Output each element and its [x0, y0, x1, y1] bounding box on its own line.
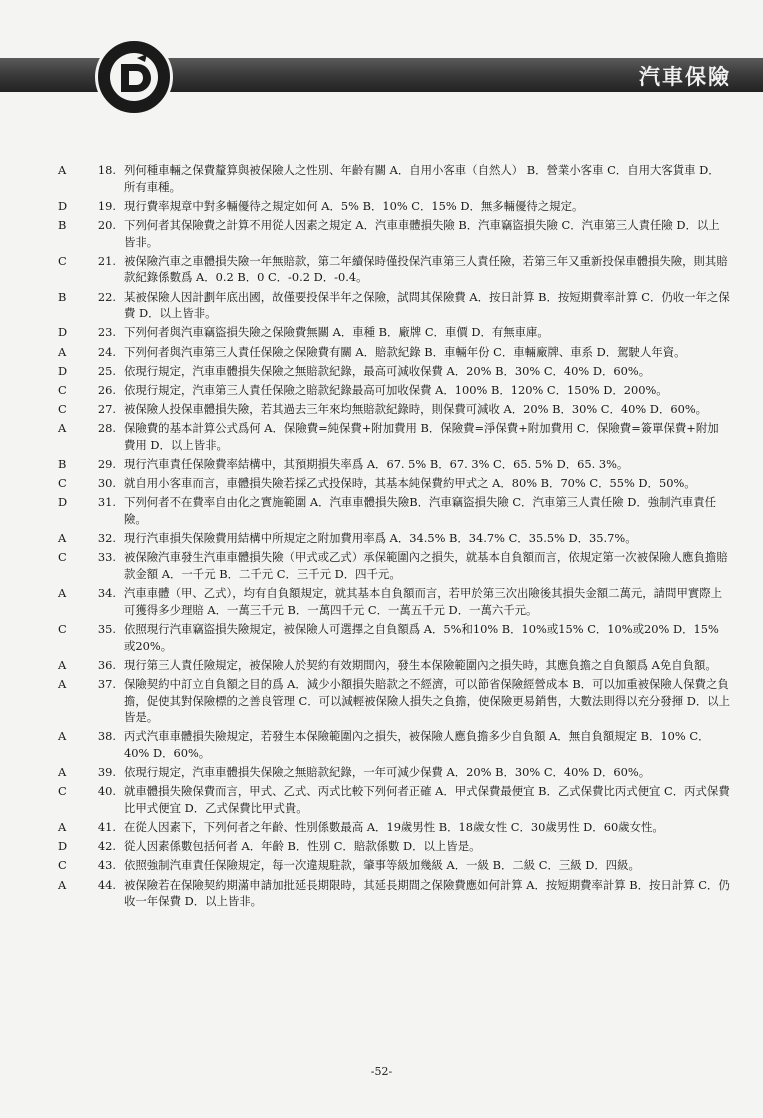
question-text: 依現行規定，汽車車體損失保險之無賠款紀錄，一年可減少保費 A．20% B．30% C．40% D．60%。 — [124, 765, 651, 780]
question-number: 40. — [97, 784, 116, 799]
question-number: 39. — [97, 765, 116, 780]
answer-key: D — [58, 198, 68, 213]
answer-key: A — [58, 877, 67, 892]
answer-key: A — [58, 163, 67, 177]
answer-key: C — [58, 550, 67, 565]
question-text: 下列何者不在費率自由化之實施範圍 A．汽車車體損失險B．汽車竊盜損失險 C．汽車第三人責任險 D．強制汽車責任險。 — [124, 495, 717, 526]
question-item — [50, 456, 730, 473]
answer-key: A — [58, 729, 67, 744]
question-number: 36. — [97, 657, 116, 672]
question-item — [50, 289, 730, 322]
question-text: 下列何者其保險費之計算不用從人因素之規定 A．汽車車體損失險 B．汽車竊盜損失險 C．汽車第三人責任險 D．以上皆非。 — [124, 217, 720, 249]
question-text: 下列何者與汽車竊盜損失險之保險費無關 A．車種 B．廠牌 C．車價 D．有無車庫。 — [124, 325, 549, 340]
question-item — [50, 198, 730, 215]
question-number: 24. — [97, 344, 116, 359]
question-text: 被保險人投保車體損失險，若其過去三年來均無賠款紀錄時，則保費可減收 A．20% B．30% C．40% D．60%。 — [124, 402, 708, 417]
question-item — [50, 382, 730, 399]
question-number: 31. — [97, 495, 116, 510]
answer-key: C — [58, 858, 67, 873]
question-item — [50, 657, 730, 674]
question-text: 依現行規定，汽車第三人責任保險之賠款紀錄最高可加收保費 A．100% B．120% C．150% D．200%。 — [124, 382, 668, 397]
question-item — [50, 783, 730, 816]
answer-key: B — [58, 217, 67, 232]
answer-key: C — [58, 253, 67, 268]
answer-key: B — [58, 457, 67, 472]
question-number: 30. — [97, 476, 116, 491]
question-item — [50, 857, 730, 874]
question-text: 保險費的基本計算公式爲何 A．保險費=純保費+附加費用 B．保險費=淨保費+附加費用 C．保險費=簽單保費+附加費用 D．以上皆非。 — [124, 421, 719, 452]
question-text: 被保險汽車發生汽車車體損失險（甲式或乙式）承保範圍內之損失，就基本自負額而言，依規定第一次被保險人應負擔賠款金額 A．一千元 B．二千元 C．三千元 D．四千元。 — [124, 550, 728, 581]
question-item — [50, 475, 730, 492]
question-number: 23. — [97, 325, 116, 340]
question-number: 38. — [97, 729, 116, 744]
answer-key: C — [58, 402, 67, 417]
question-number: 18. — [97, 163, 116, 177]
question-number: 21. — [97, 253, 116, 268]
question-number: 43. — [97, 858, 116, 873]
question-number: 34. — [97, 586, 116, 601]
question-text: 在從人因素下，下列何者之年齡、性別係數最高 A．19歲男性 B．18歲女性 C．30歲男性 D．60歲女性。 — [124, 820, 664, 835]
answer-key: D — [58, 839, 68, 854]
question-text: 就自用小客車而言，車體損失險若採乙式投保時，其基本純保費約甲式之 A．80% B．70% C．55% D．50%。 — [124, 476, 696, 491]
question-item — [50, 549, 730, 582]
answer-key: D — [58, 363, 68, 378]
question-item — [50, 838, 730, 855]
answer-key: A — [58, 657, 67, 672]
question-text: 依照現行汽車竊盜損失險規定，被保險人可選擇之自負額爲 A．5%和10% B．10%或15% C．10%或20% D．15%或20%。 — [124, 621, 719, 653]
question-text: 現行第三人責任險規定，被保險人於契約有效期間內，發生本保險範圍內之損失時，其應負擔之自負額爲 A免自負額。 — [124, 657, 717, 672]
question-item — [50, 344, 730, 361]
answer-key: B — [58, 289, 67, 304]
question-number: 44. — [97, 877, 116, 892]
answer-key: A — [58, 421, 67, 436]
question-number: 35. — [97, 621, 116, 636]
question-item — [50, 324, 730, 341]
question-number: 28. — [97, 421, 116, 436]
question-text: 被保險若在保險契約期滿申請加批延長期限時，其延長期間之保險費應如何計算 A．按短期費率計算 B．按日計算 C．仍收一年保費 D．以上皆非。 — [124, 877, 730, 909]
question-number: 42. — [97, 839, 116, 854]
publisher-logo-icon — [95, 38, 173, 116]
question-number: 41. — [97, 820, 116, 835]
answer-key: C — [58, 621, 67, 636]
question-number: 19. — [97, 198, 116, 213]
question-number: 32. — [97, 531, 116, 546]
question-item — [50, 728, 730, 761]
question-text: 依現行規定，汽車車體損失保險之無賠款紀錄，最高可減收保費 A．20% B．30% C．40% D．60%。 — [124, 363, 651, 378]
question-item — [50, 621, 730, 654]
answer-key: A — [58, 676, 67, 691]
question-number: 26. — [97, 382, 116, 397]
question-text: 汽車車體（甲、乙式），均有自負額規定，就其基本自負額而言，若甲於第三次出險後其損失金額二萬元，請問甲實際上可獲得多少理賠 A．一萬三千元 B．一萬四千元 C．一萬五千元 D．一萬六千元。 — [124, 586, 723, 617]
question-list — [50, 162, 730, 912]
question-item — [50, 819, 730, 836]
question-text: 被保險汽車之車體損失險一年無賠款，第二年續保時僅投保汽車第三人責任險，若第三年又重新投保車體損失險，則其賠款紀錄係數爲 A．0.2 B．0 C．-0.2 D．-0.4。 — [124, 253, 728, 285]
question-text: 列何種車輛之保費釐算與被保險人之性別、年齡有關 A．自用小客車（自然人） B．營業小客車 C．自用大客貨車 D．所有車種。 — [124, 163, 720, 194]
answer-key: A — [58, 344, 67, 359]
answer-key: C — [58, 784, 67, 799]
question-text: 現行汽車責任保險費率結構中，其預期損失率爲 A．67. 5% B．67. 3% C．65. 5% D．65. 3%。 — [124, 457, 629, 472]
answer-key: A — [58, 820, 67, 835]
question-text: 現行費率規章中對多輛優待之規定如何 A．5% B．10% C．15% D．無多輛優待之規定。 — [124, 198, 584, 213]
question-item — [50, 253, 730, 286]
answer-key: D — [58, 325, 68, 340]
answer-key: C — [58, 476, 67, 491]
question-item — [50, 764, 730, 781]
question-item — [50, 217, 730, 250]
question-number: 22. — [97, 289, 116, 304]
question-text: 丙式汽車車體損失險規定，若發生本保險範圍內之損失，被保險人應負擔多少自負額 A．無自負額規定 B．10% C．40% D．60%。 — [124, 729, 710, 760]
answer-key: A — [58, 531, 67, 546]
answer-key: D — [58, 495, 68, 510]
question-number: 25. — [97, 363, 116, 378]
question-text: 現行汽車損失保險費用結構中所規定之附加費用率爲 A．34.5% B．34.7% C．35.5% D．35.7%。 — [124, 531, 637, 546]
answer-key: A — [58, 586, 67, 601]
question-text: 某被保險人因計劃年底出國，故僅要投保半年之保險，試問其保險費 A．按日計算 B．按短期費率計算 C．仍收一年之保費 D．以上皆非。 — [124, 289, 730, 321]
question-item — [50, 530, 730, 547]
question-text: 從人因素係數包括何者 A．年齡 B．性別 C．賠款係數 D．以上皆是。 — [124, 839, 481, 854]
question-text: 保險契約中訂立自負額之目的爲 A．減少小額損失賠款之不經濟，可以節省保險經營成本 B．可以加重被保險人保費之負擔，促使其對保險標的之善良管理 C．可以減輕被保險人損失之負擔，使保險更易銷售，大數法則得以充分發揮 D．以上皆是。 — [124, 676, 731, 725]
question-number: 33. — [97, 550, 116, 565]
question-item — [50, 585, 730, 618]
question-text: 依照強制汽車責任保險規定，每一次違規駐款，肇事等級加幾級 A．一級 B．二級 C．三級 D．四級。 — [124, 858, 640, 873]
question-item — [50, 877, 730, 910]
question-item — [50, 676, 730, 726]
question-number: 29. — [97, 457, 116, 472]
question-item — [50, 494, 730, 527]
question-number: 37. — [97, 676, 116, 691]
section-title: 汽車保險 — [639, 65, 731, 89]
question-item — [50, 162, 730, 195]
question-item — [50, 363, 730, 380]
question-item — [50, 401, 730, 418]
question-text: 下列何者與汽車第三人責任保險之保險費有關 A．賠款紀錄 B．車輛年份 C．車輛廠牌、車系 D．駕駛人年資。 — [124, 344, 686, 359]
answer-key: C — [58, 382, 67, 397]
question-item — [50, 420, 730, 453]
page-number: -52- — [370, 1065, 393, 1078]
question-text: 就車體損失險保費而言，甲式、乙式、丙式比較下列何者正確 A．甲式保費最便宜 B．乙式保費比丙式便宜 C．丙式保費比甲式便宜 D．乙式保費比甲式貴。 — [124, 784, 730, 815]
question-number: 27. — [97, 402, 116, 417]
answer-key: A — [58, 765, 67, 780]
question-number: 20. — [97, 217, 116, 232]
